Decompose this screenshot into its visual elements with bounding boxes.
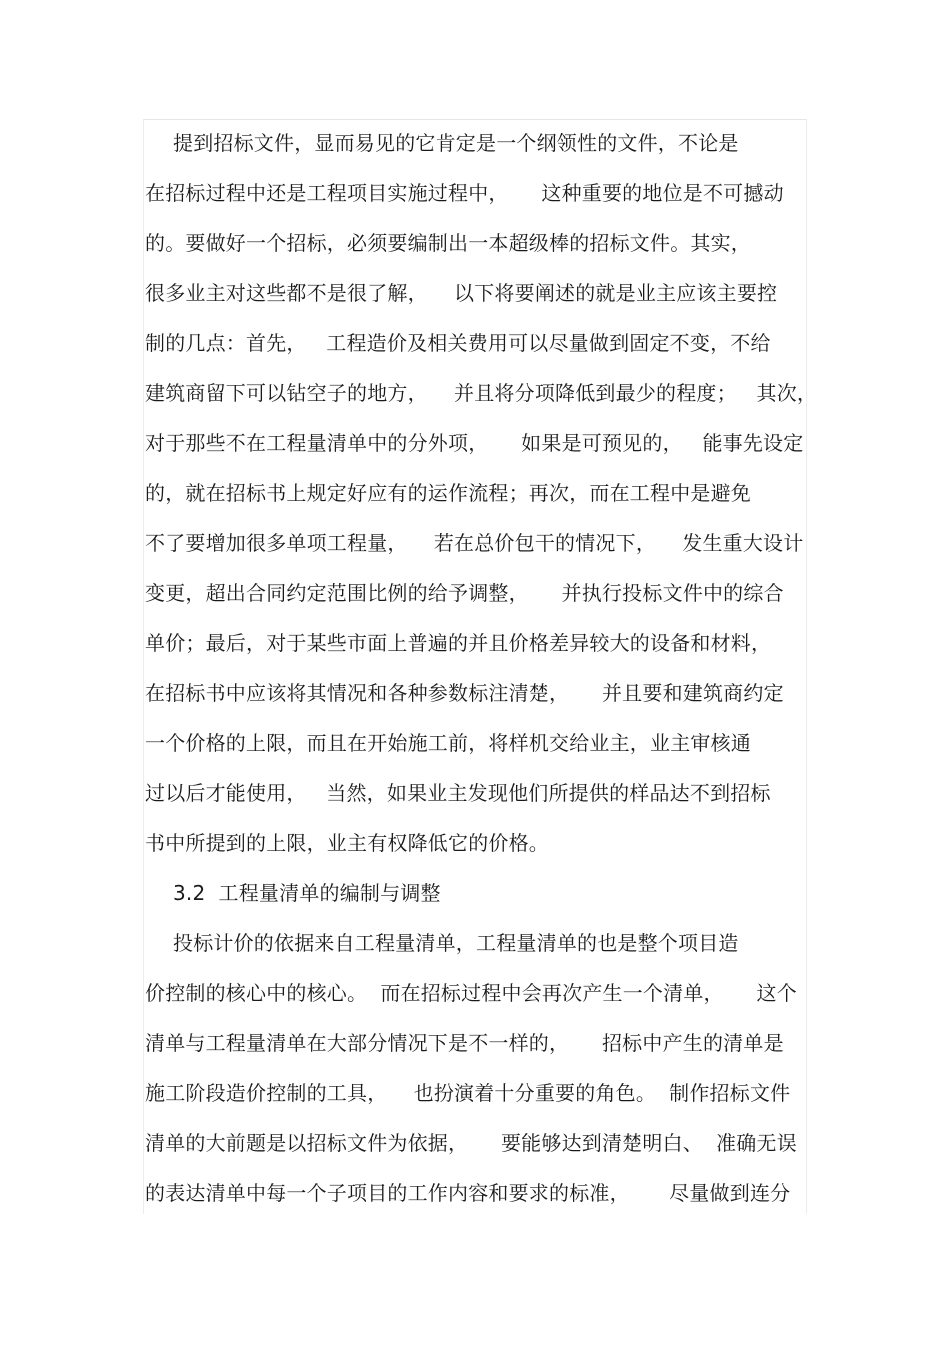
paragraph-line: 一个价格的上限，而且在开始施工前，将样机交给业主，业主审核通 [145, 731, 751, 755]
paragraph-line: 清单与工程量清单在大部分情况下是不一样的， 招标中产生的清单是 [145, 1031, 784, 1055]
paragraph-line: 很多业主对这些都不是很了解， 以下将要阐述的就是业主应该主要控 [145, 281, 778, 305]
paragraph-line: 提到招标文件，显而易见的它肯定是一个纲领性的文件，不论是 [173, 131, 739, 155]
paragraph-line: 不了要增加很多单项工程量， 若在总价包干的情况下， 发生重大设计 [145, 531, 804, 555]
section-heading: 3.2 工程量清单的编制与调整 [173, 881, 441, 905]
paragraph-line: 对于那些不在工程量清单中的分外项， 如果是可预见的， 能事先设定 [145, 431, 804, 455]
paragraph-line: 施工阶段造价控制的工具， 也扮演着十分重要的角色。 制作招标文件 [145, 1081, 791, 1105]
paragraph-line: 的表达清单中每一个子项目的工作内容和要求的标准， 尽量做到连分 [145, 1181, 791, 1205]
paragraph-line: 在招标过程中还是工程项目实施过程中， 这种重要的地位是不可撼动 [145, 181, 784, 205]
paragraph-line: 建筑商留下可以钻空子的地方， 并且将分项降低到最少的程度； 其次， [145, 381, 818, 405]
paragraph-line: 清单的大前题是以招标文件为依据， 要能够达到清楚明白、 准确无误 [145, 1131, 797, 1155]
paragraph-line: 的。要做好一个招标，必须要编制出一本超级棒的招标文件。其实， [145, 231, 751, 255]
paragraph-line: 过以后才能使用， 当然，如果业主发现他们所提供的样品达不到招标 [145, 781, 771, 805]
paragraph-line: 制的几点：首先， 工程造价及相关费用可以尽量做到固定不变，不给 [145, 331, 771, 355]
document-body [145, 118, 845, 1218]
paragraph-line: 单价；最后，对于某些市面上普遍的并且价格差异较大的设备和材料， [145, 631, 772, 655]
paragraph-line: 的，就在招标书上规定好应有的运作流程；再次，而在工程中是避免 [145, 481, 751, 505]
paragraph-line: 投标计价的依据来自工程量清单，工程量清单的也是整个项目造 [173, 931, 739, 955]
paragraph-line: 价控制的核心中的核心。 而在招标过程中会再次产生一个清单， 这个 [145, 981, 797, 1005]
paragraph-line: 变更，超出合同约定范围比例的给予调整， 并执行投标文件中的综合 [145, 581, 784, 605]
paragraph-line: 书中所提到的上限，业主有权降低它的价格。 [145, 831, 549, 855]
paragraph-line: 在招标书中应该将其情况和各种参数标注清楚， 并且要和建筑商约定 [145, 681, 784, 705]
